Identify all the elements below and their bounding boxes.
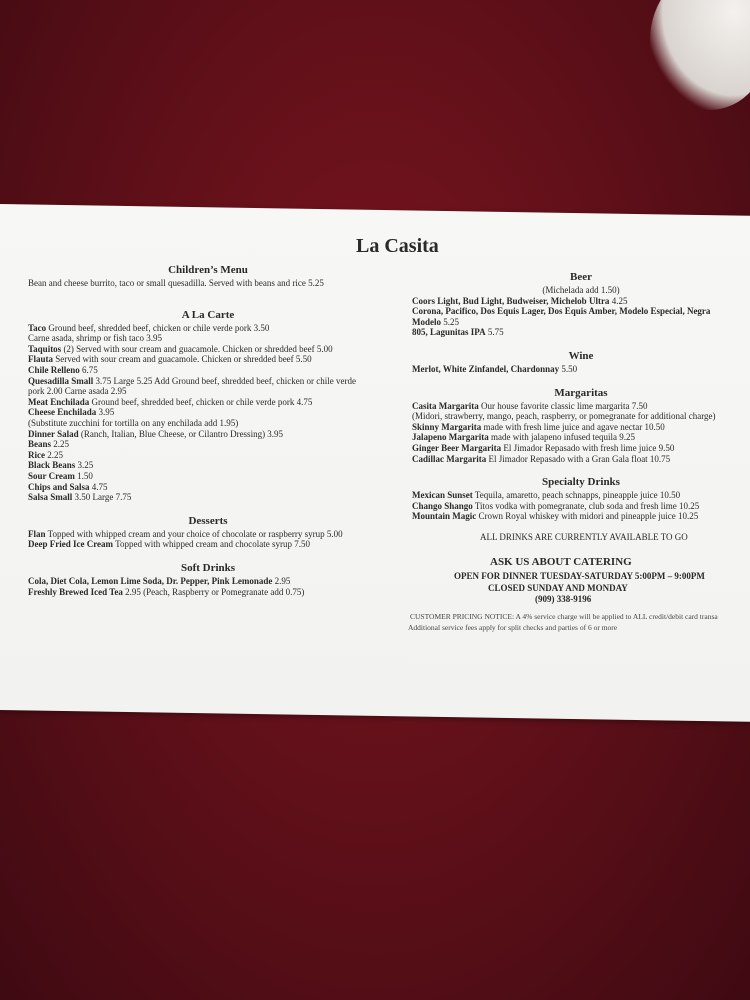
section-heading-children-s-menu: Children’s Menu [168, 264, 248, 276]
menu-item-name: Taco [28, 322, 47, 333]
menu-item-name: Taquitos [28, 343, 62, 354]
menu-item-name: Casita Margarita [412, 400, 479, 411]
menu-item-detail: Tequila, amaretto, peach schnapps, pineapple juice 10.50 [472, 490, 681, 501]
menu-item-line [28, 355, 312, 364]
menu-item-name: Mexican Sunset [412, 490, 473, 501]
menu-item-line [28, 530, 343, 539]
section-heading-a-la-carte: A La Carte [181, 308, 235, 321]
menu-item-line [28, 334, 162, 343]
menu-item-line [28, 472, 93, 481]
menu-item-line [412, 455, 670, 464]
menu-item-name: Dinner Salad [28, 428, 79, 439]
section-heading-beer: Beer [570, 271, 592, 283]
menu-item-detail: made with jalapeno infused tequila 9.25 [488, 432, 635, 443]
to-go-note: ALL DRINKS ARE CURRENTLY AVAILABLE TO GO [480, 532, 688, 542]
menu-item-line [28, 324, 269, 333]
catering-heading: ASK US ABOUT CATERING [490, 556, 632, 568]
menu-item-detail: 1.50 [74, 471, 93, 481]
section-heading-desserts: Desserts [188, 514, 228, 527]
menu-item-line [412, 502, 699, 511]
menu-item-line [28, 577, 290, 586]
menu-item-line [28, 279, 324, 288]
phone-line: (909) 338-9196 [535, 594, 592, 604]
menu-item-name: Flan [28, 528, 46, 539]
menu-item-detail: 5.25 [441, 316, 459, 327]
menu-item-detail: (Midori, strawberry, mango, peach, raspberry, or pomegranate for additional charge) [412, 411, 716, 422]
section-heading-wine: Wine [568, 350, 594, 362]
menu-item-detail: (Michelada add 1.50) [542, 285, 620, 295]
menu-item-name: Deep Fried Ice Cream [28, 539, 114, 550]
hours-line: OPEN FOR DINNER TUESDAY-SATURDAY 5:00PM – 9:00PM [454, 571, 705, 581]
menu-item-line [412, 423, 665, 432]
menu-item-line [28, 345, 333, 354]
section-heading-margaritas: Margaritas [554, 386, 608, 399]
menu-item-line [28, 461, 93, 470]
menu-item-detail: 6.75 [79, 365, 98, 375]
menu-item-line [28, 483, 108, 492]
menu-item-name: Cheese Enchilada [28, 407, 97, 418]
menu-item-line [412, 491, 680, 500]
menu-item-line [412, 297, 627, 306]
menu-item-name: Sour Cream [28, 471, 75, 481]
menu-item-detail: Topped with whipped cream and chocolate syrup 7.50 [113, 539, 310, 550]
menu-item-detail: El Jimador Repasado with fresh lime juice 9.50 [501, 443, 675, 453]
menu-item-name: Freshly Brewed Iced Tea [28, 586, 123, 597]
menu-item-detail: 3.75 Large 5.25 Add Ground beef, shredded beef, chicken or chile verde [93, 375, 357, 386]
menu-item-detail: 3.95 [96, 407, 115, 418]
menu-item-name: Modelo [412, 316, 441, 327]
menu-item-name: Skinny Margarita [412, 421, 482, 432]
menu-item-detail: (Substitute zucchini for tortilla on any enchilada add 1.95) [28, 418, 239, 428]
menu-item-line [412, 307, 710, 316]
menu-item-detail: 2.25 [51, 439, 70, 450]
menu-item-detail: 2.25 [45, 449, 63, 460]
menu-item-name: Black Beans [28, 460, 76, 471]
menu-item-line [28, 387, 126, 396]
menu-item-line [28, 451, 63, 460]
section-heading-soft-drinks: Soft Drinks [180, 562, 236, 574]
menu-item-line [28, 540, 310, 549]
section-heading-specialty-drinks: Specialty Drinks [542, 476, 620, 489]
menu-item-detail: 3.50 Large 7.75 [72, 492, 132, 503]
menu-item-line [412, 328, 504, 337]
closed-line: CLOSED SUNDAY AND MONDAY [488, 583, 628, 593]
menu-item-detail: Ground beef, shredded beef, chicken or chile verde pork 3.50 [46, 322, 270, 333]
menu-item-line [412, 365, 577, 374]
menu-item-detail: 5.75 [485, 327, 504, 338]
menu-item-line [28, 493, 131, 502]
menu-item-line [28, 398, 312, 407]
menu-item-name: Beans [28, 439, 52, 450]
menu-item-detail: Topped with whipped cream and your choice of chocolate or raspberry syrup 5.00 [45, 528, 343, 539]
menu-item-detail: pork 2.00 Carne asada 2.95 [28, 386, 127, 397]
menu-item-line [412, 433, 635, 442]
menu-item-name: Flauta [28, 354, 54, 365]
menu-item-name: Corona, Pacifico, Dos Equis Lager, Dos Equis Amber, Modelo Especial, Negra [412, 306, 711, 317]
menu-item-name: Chile Relleno [28, 365, 80, 375]
menu-item-name: Ginger Beer Margarita [412, 443, 502, 453]
menu-item-line [28, 430, 283, 439]
menu-item-name: Cola, Diet Cola, Lemon Lime Soda, Dr. Pepper, Pink Lemonade [28, 576, 273, 586]
menu-item-line [28, 408, 114, 417]
menu-item-line [412, 318, 459, 327]
menu-item-detail: made with fresh lime juice and agave nectar 10.50 [481, 421, 665, 432]
menu-item-line [28, 440, 69, 449]
menu-title: La Casita [356, 235, 439, 257]
pricing-notice: CUSTOMER PRICING NOTICE: A 4% service charge will be applied to ALL credit/debit card transa [410, 612, 718, 621]
menu-item-line [28, 366, 98, 375]
menu-item-name: Salsa Small [28, 492, 73, 503]
service-fee-notice: Additional service fees apply for split checks and parties of 6 or more [408, 623, 618, 632]
menu-item-detail: El Jimador Repasado with a Gran Gala float 10.75 [486, 453, 671, 464]
menu-item-detail: Served with sour cream and guacamole. Chicken or shredded beef 5.50 [53, 354, 312, 365]
menu-item-name: Coors Light, Bud Light, Budweiser, Michelob Ultra [412, 295, 610, 306]
menu-item-name: Cadillac Margarita [412, 453, 487, 464]
menu-item-detail: Ground beef, shredded beef, chicken or chile verde pork 4.75 [89, 396, 313, 407]
menu-item-name: Quesadilla Small [28, 375, 94, 386]
menu-item-line [412, 402, 648, 411]
menu-item-line [28, 588, 304, 597]
menu-item-line [28, 377, 356, 386]
menu-item-line [412, 286, 750, 295]
menu-item-name: Jalapeno Margarita [412, 432, 489, 443]
menu-item-name: Mountain Magic [412, 511, 477, 522]
menu-item-line [412, 412, 716, 421]
menu-item-detail: (Ranch, Italian, Blue Cheese, or Cilantro Dressing) 3.95 [78, 428, 284, 439]
menu-item-line [28, 419, 238, 428]
menu-item-line [412, 512, 698, 521]
menu-item-name: Meat Enchilada [28, 396, 90, 407]
tablecloth-corner [650, 0, 750, 110]
menu-item-detail: Carne asada, shrimp or fish taco 3.95 [28, 333, 162, 344]
menu-item-detail: Bean and cheese burrito, taco or small quesadilla. Served with beans and rice 5.25 [28, 278, 324, 288]
menu-item-detail: 5.50 [559, 364, 578, 374]
menu-item-detail: 4.25 [609, 295, 628, 306]
menu-item-name: Rice [28, 449, 45, 460]
menu-item-detail: Titos vodka with pomegranate, club soda and fresh lime 10.25 [472, 500, 700, 511]
menu-item-name: Merlot, White Zinfandel, Chardonnay [412, 364, 560, 374]
menu-item-detail: 2.95 (Peach, Raspberry or Pomegranate add 0.75) [122, 586, 305, 597]
menu-item-detail: Our house favorite classic lime margarita 7.50 [478, 400, 648, 411]
menu-item-detail: Crown Royal whiskey with midori and pineapple juice 10.25 [476, 511, 699, 522]
menu-item-line [412, 444, 674, 453]
menu-item-detail: 2.95 [272, 576, 291, 586]
menu-item-detail: 3.25 [75, 460, 94, 471]
menu-item-detail: (2) Served with sour cream and guacamole. Chicken or shredded beef 5.00 [61, 343, 333, 354]
menu-item-name: 805, Lagunitas IPA [412, 327, 486, 338]
menu-item-name: Chango Shango [412, 500, 473, 511]
menu-item-name: Chips and Salsa [28, 481, 90, 492]
menu-item-detail: 4.75 [89, 481, 108, 492]
